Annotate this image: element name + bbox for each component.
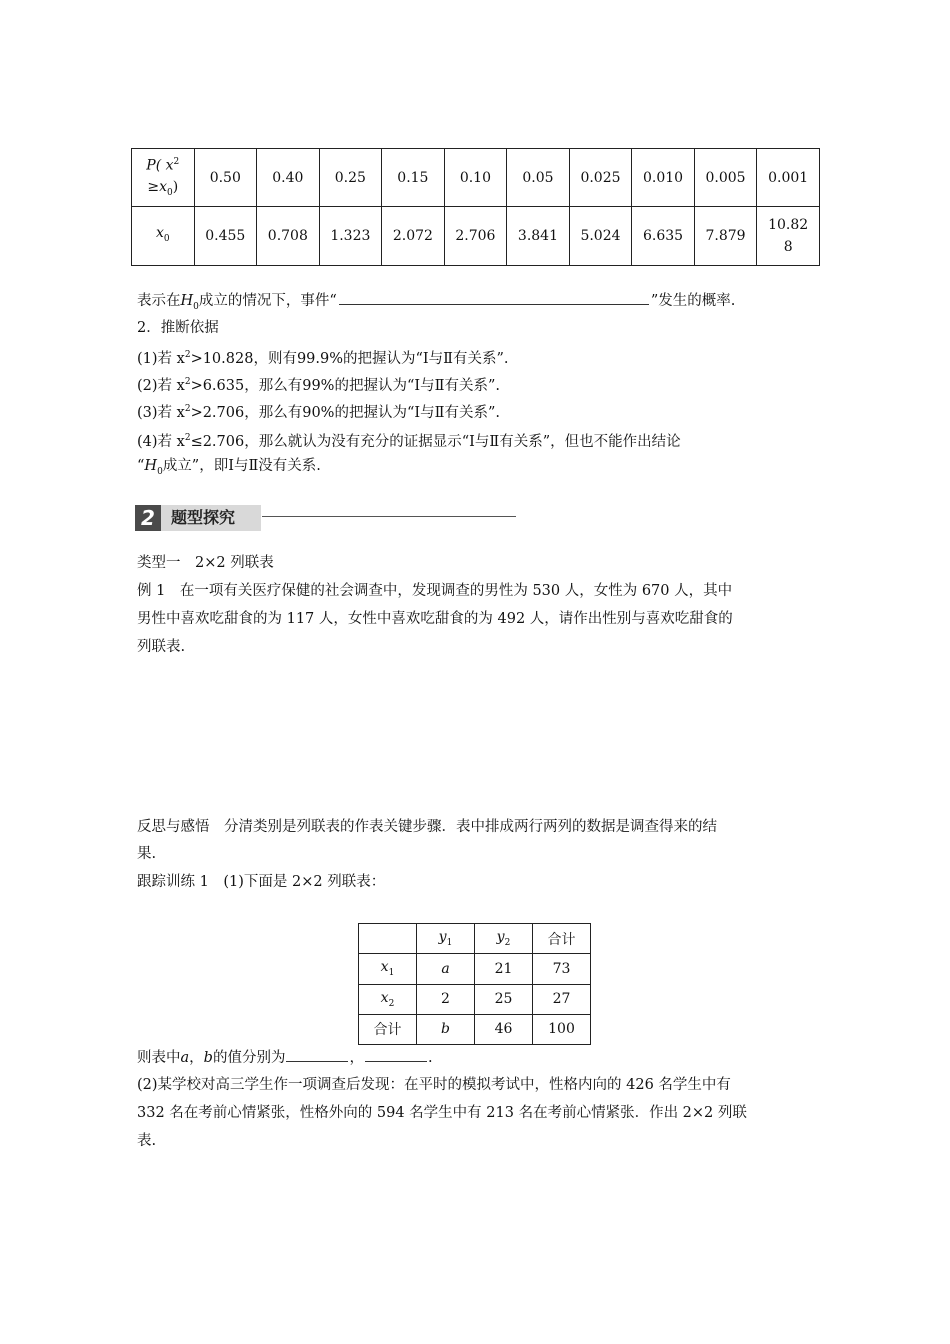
p-value: 0.15 [382, 149, 445, 207]
reflection-line: 果. [137, 846, 157, 862]
type-heading: 类型一 2×2 列联表 [137, 555, 274, 571]
col-header: $y_1$ [417, 924, 475, 954]
example-line: 男性中喜欢吃甜食的为 117 人，女性中喜欢吃甜食的为 492 人，请作出性别与喜欢吃甜食的 [137, 611, 733, 627]
table-cell: 2 [417, 984, 475, 1014]
p-value: 0.10 [444, 149, 507, 207]
x0-value: 1.323 [319, 207, 382, 266]
part2-line: (2)某学校对高三学生作一项调查后发现：在平时的模拟考试中，性格内向的 426 名学生中有 [137, 1077, 731, 1093]
meaning-line: 表示在$H_0$成立的情况下，事件“ ”发生的概率. [137, 290, 735, 317]
example-line: 例 1 在一项有关医疗保健的社会调查中，发现调查的男性为 530 人，女性为 670 人，其中 [137, 583, 733, 599]
table-cell: 100 [533, 1014, 591, 1044]
basis-heading: 2．推断依据 [137, 320, 219, 336]
basis-item-continuation: “$H_0$成立”，即Ⅰ与Ⅱ没有关系. [137, 458, 321, 477]
x0-value: 7.879 [694, 207, 757, 266]
table-cell: a [417, 954, 475, 984]
x0-value: 5.024 [569, 207, 632, 266]
table-cell: 73 [533, 954, 591, 984]
table-row [132, 207, 820, 266]
table-row [132, 149, 820, 207]
row-header: $x_2$ [359, 984, 417, 1014]
header-x0: $x_0$ [132, 207, 195, 266]
row-header: $x_1$ [359, 954, 417, 984]
p-value: 0.001 [757, 149, 820, 207]
answer-blank-a[interactable] [286, 1047, 348, 1062]
table-row [359, 954, 591, 984]
col-header: $y_2$ [475, 924, 533, 954]
table-cell: 21 [475, 954, 533, 984]
table-row [359, 924, 591, 954]
part2-line: 表. [137, 1133, 157, 1149]
x0-value: 6.635 [632, 207, 695, 266]
answer-blank[interactable] [339, 290, 649, 305]
reflection-line: 反思与感悟 分清类别是列联表的作表关键步骤．表中排成两行两列的数据是调查得来的结 [137, 819, 717, 835]
table-cell: 46 [475, 1014, 533, 1044]
section-title: 题型探究 [171, 508, 236, 527]
example-line: 列联表. [137, 639, 186, 655]
question-line: 则表中a，b的值分别为 ， . [137, 1047, 433, 1068]
table-row [359, 1014, 591, 1044]
basis-item: (2)若 $x^2>6.635$，那么有99%的把握认为“Ⅰ与Ⅱ有关系”. [137, 377, 500, 394]
section-number: 2 [135, 505, 161, 531]
basis-item: (1)若 $x^2>10.828$，则有99.9%的把握认为“Ⅰ与Ⅱ有关系”. [137, 350, 509, 367]
basis-item: (3)若 $x^2>2.706$，那么有90%的把握认为“Ⅰ与Ⅱ有关系”. [137, 404, 500, 421]
basis-item: (4)若 $x^2\le 2.706$，那么就认为没有充分的证据显示“Ⅰ与Ⅱ有关系”，但也不能作出结论 [137, 433, 681, 450]
p-value: 0.50 [194, 149, 257, 207]
section-badge [135, 505, 261, 531]
x0-value: 3.841 [507, 207, 570, 266]
x0-value-wrapped: 10.82 8 [757, 207, 820, 266]
training-heading: 跟踪训练 1 (1)下面是 2×2 列联表： [137, 874, 386, 890]
table-cell: 25 [475, 984, 533, 1014]
row-header-total: 合计 [359, 1014, 417, 1044]
p-value: 0.25 [319, 149, 382, 207]
table-cell: 27 [533, 984, 591, 1014]
critical-value-table [131, 148, 820, 266]
header-p: P( $x^2$ $\ge x_0$) [132, 149, 195, 207]
p-value: 0.025 [569, 149, 632, 207]
x0-value: 0.708 [257, 207, 320, 266]
table-row [359, 984, 591, 1014]
p-value: 0.40 [257, 149, 320, 207]
x0-value: 2.072 [382, 207, 445, 266]
p-value: 0.005 [694, 149, 757, 207]
col-header-total: 合计 [533, 924, 591, 954]
x0-value: 2.706 [444, 207, 507, 266]
answer-blank-b[interactable] [365, 1047, 427, 1062]
p-value: 0.05 [507, 149, 570, 207]
x0-value: 0.455 [194, 207, 257, 266]
corner-cell [359, 924, 417, 954]
table-cell: b [417, 1014, 475, 1044]
contingency-table [358, 923, 591, 1045]
section-divider [262, 516, 516, 517]
part2-line: 332 名在考前心情紧张，性格外向的 594 名学生中有 213 名在考前心情紧张．作出 2×2 列联 [137, 1105, 747, 1121]
p-value: 0.010 [632, 149, 695, 207]
